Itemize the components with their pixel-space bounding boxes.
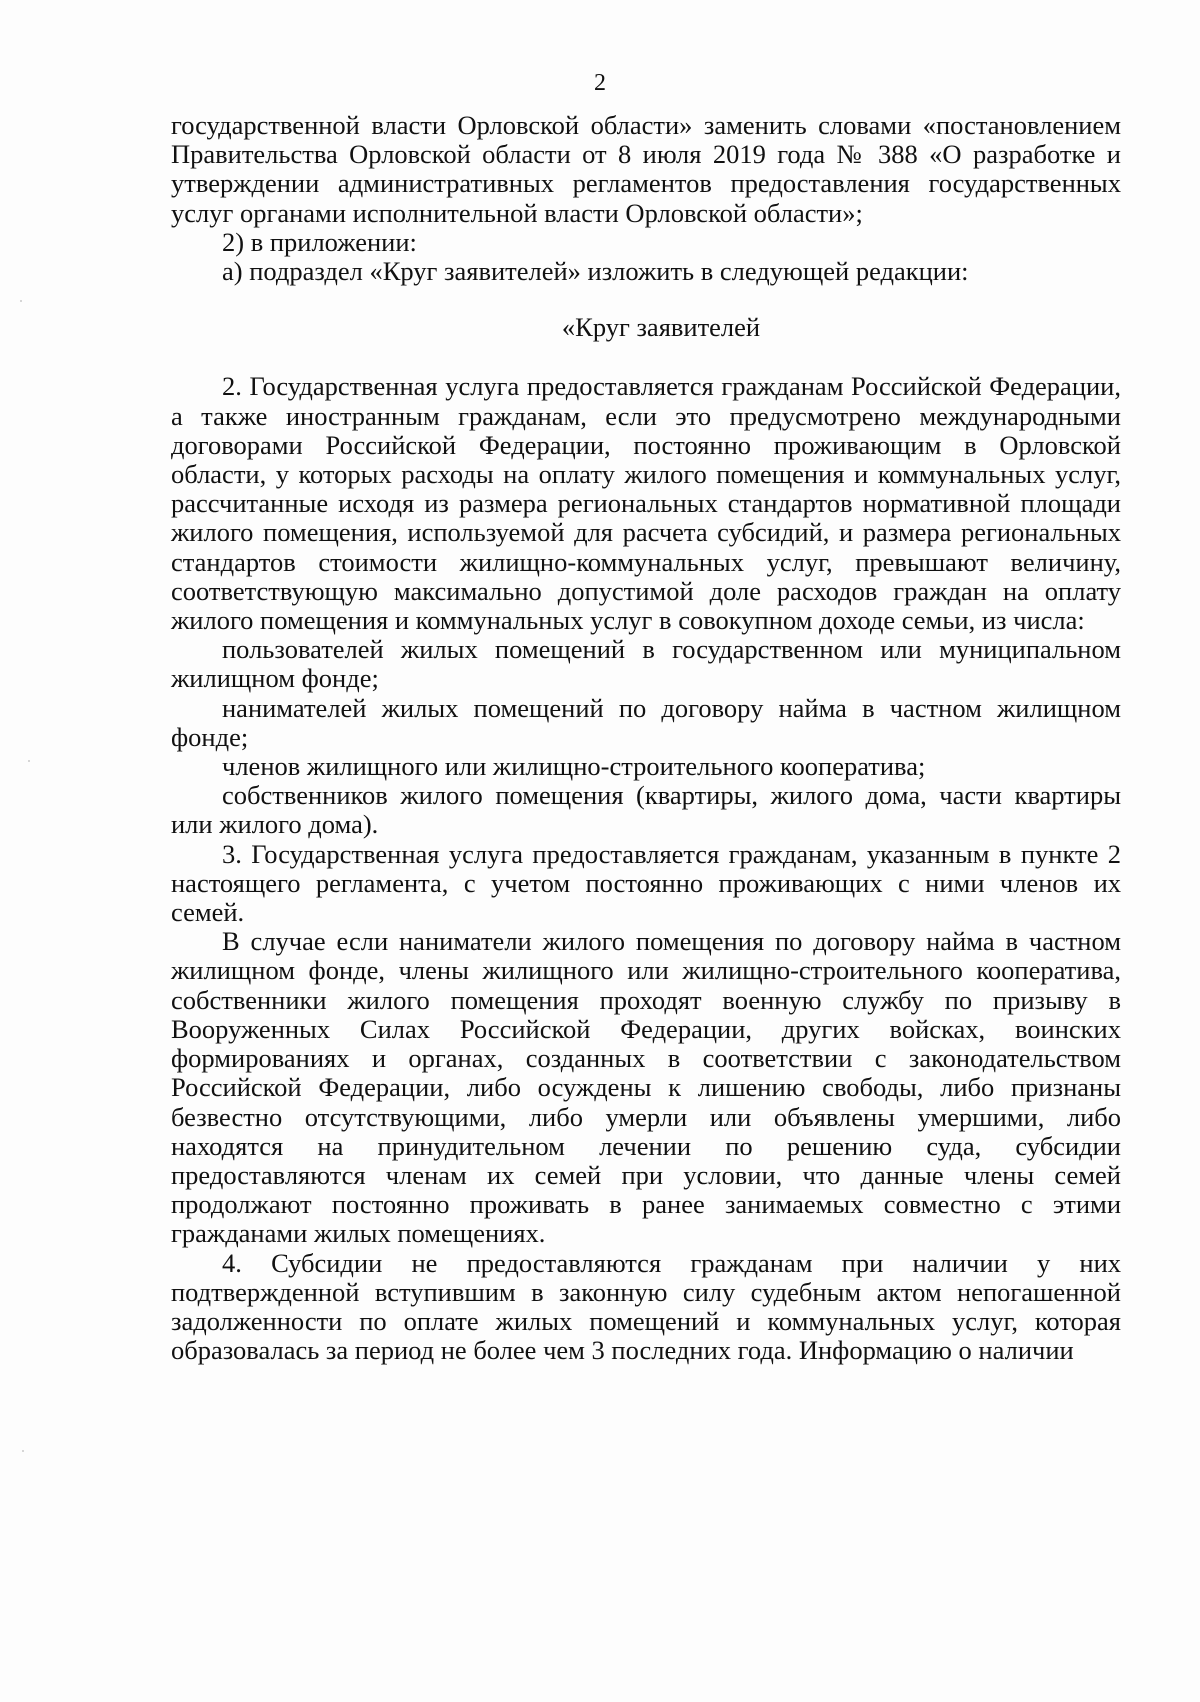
paragraph-family-members: В случае если наниматели жилого помещения по договору найма в частном жилищном фонде, члены жилищного или жилищно-строительного кооператива, собственники жилого помещения проходят военную службу по призыву в Вооруженных Силах Российской Федерации, других войсках, воинских формированиях и органах, созданных в соответствии с законодательством Российской Федерации, либо осуждены к лишению свободы, либо признаны безвестно отсутствующими, либо умерли или объявлены умершими, либо находятся на принудительном лечении по решению суда, субсидии предоставляются членам их семей при условии, что данные члены семей продолжают постоянно проживать в ранее занимаемых совместно с этими гражданами жилых помещениях. [171,926,1121,1249]
list-item-owners: собственников жилого помещения (квартиры, жилого дома, части квартиры или жилого дома). [171,780,1121,840]
list-item-users: пользователей жилых помещений в государственном или муниципальном жилищном фонде; [171,634,1121,694]
scan-speck [20,300,22,302]
paragraph-item-a: а) подраздел «Круг заявителей» изложить в следующей редакции: [222,256,969,287]
list-item-tenants: нанимателей жилых помещений по договору найма в частном жилищном фонде; [171,692,1121,752]
paragraph-point-3: 3. Государственная услуга предоставляется гражданам, указанным в пункте 2 настоящего регламента, с учетом постоянно проживающих с ними членов их семей. [171,838,1121,928]
section-heading: «Круг заявителей [561,312,761,343]
paragraph-item-2: 2) в приложении: [222,226,417,257]
list-item-cooperative-members: членов жилищного или жилищно-строительного кооператива; [222,751,926,782]
scan-speck [22,1450,24,1452]
paragraph-point-2: 2. Государственная услуга предоставляется гражданам Российской Федерации, а также иностранным гражданам, если это предусмотрено международными договорами Российской Федерации, постоянно проживающим в Орловской области, у которых расходы на оплату жилого помещения и коммунальных услуг, рассчитанные исходя из размера региональных стандартов нормативной площади жилого помещения, используемой для расчета субсидий, и размера региональных стандартов стоимости жилищно-коммунальных услуг, превышают величину, соответствующую максимально допустимой доле расходов граждан на оплату жилого помещения и коммунальных услуг в совокупном доходе семьи, из числа: [171,371,1121,636]
document-body [171,111,1121,1365]
page-number: 2 [594,70,606,96]
paragraph-point-4: 4. Субсидии не предоставляются гражданам при наличии у них подтвержденной вступившим в законную силу судебным актом непогашенной задолженности по оплате жилых помещений и коммунальных услуг, которая образовалась за период не более чем 3 последних года. Информацию о наличии [171,1247,1121,1366]
paragraph-continuation: государственной власти Орловской области» заменить словами «постановлением Правительства Орловской области от 8 июля 2019 года № 388 «О разработке и утверждении административных регламентов предоставления государственных услуг органами исполнительной власти Орловской области»; [171,110,1121,228]
scan-speck [28,760,30,762]
